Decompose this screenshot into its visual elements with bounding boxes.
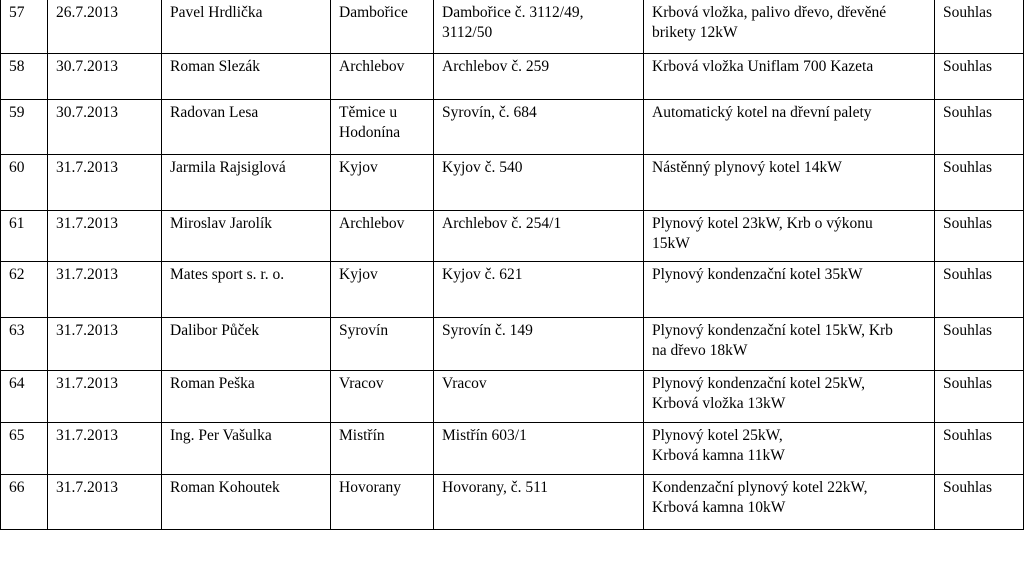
cell-applicant: Roman Peška: [162, 371, 331, 423]
cell-appliance: [644, 54, 935, 100]
cell-address-line: Kyjov č. 621: [442, 266, 523, 283]
cell-appliance: [644, 211, 935, 262]
cell-status: Souhlas: [935, 318, 1024, 371]
cell-appliance-line: Plynový kondenzační kotel 35kW: [652, 266, 863, 283]
cell-number: 57: [1, 0, 48, 54]
cell-number: 62: [1, 262, 48, 318]
table-row: [1, 0, 1024, 54]
cell-appliance-line: Plynový kondenzační kotel 15kW, Krb: [652, 322, 893, 339]
table-row: [1, 54, 1024, 100]
cell-applicant: Ing. Per Vašulka: [162, 423, 331, 475]
cell-address: [434, 318, 644, 371]
cell-appliance: [644, 423, 935, 475]
cell-municipality: [331, 475, 434, 530]
cell-municipality-line: Mistřín: [339, 427, 385, 444]
cell-appliance-line: Plynový kondenzační kotel 25kW,: [652, 375, 865, 392]
cell-status: Souhlas: [935, 262, 1024, 318]
cell-municipality-line: Syrovín: [339, 322, 389, 339]
cell-appliance-line: Krbová kamna 11kW: [652, 447, 785, 464]
cell-address-line: Syrovín č. 149: [442, 322, 533, 339]
cell-status: Souhlas: [935, 155, 1024, 211]
cell-date: 31.7.2013: [48, 262, 162, 318]
cell-address: [434, 475, 644, 530]
cell-number: 60: [1, 155, 48, 211]
cell-municipality-line: Dambořice: [339, 4, 408, 21]
cell-appliance: [644, 371, 935, 423]
cell-appliance-line: Plynový kotel 25kW,: [652, 427, 783, 444]
cell-applicant: Jarmila Rajsiglová: [162, 155, 331, 211]
cell-appliance-line: Plynový kotel 23kW, Krb o výkonu: [652, 215, 873, 232]
table-row: [1, 262, 1024, 318]
cell-municipality: [331, 155, 434, 211]
cell-appliance: [644, 0, 935, 54]
cell-appliance-line: 15kW: [652, 235, 690, 252]
cell-municipality: [331, 54, 434, 100]
cell-address-line: Kyjov č. 540: [442, 159, 523, 176]
cell-appliance-line: Nástěnný plynový kotel 14kW: [652, 159, 842, 176]
cell-appliance: [644, 100, 935, 155]
cell-applicant: Roman Kohoutek: [162, 475, 331, 530]
cell-address-line: Mistřín 603/1: [442, 427, 527, 444]
cell-date: 31.7.2013: [48, 475, 162, 530]
cell-date: 31.7.2013: [48, 155, 162, 211]
cell-municipality-line: Těmice u: [339, 104, 398, 121]
cell-address: [434, 211, 644, 262]
cell-address: [434, 262, 644, 318]
cell-appliance-line: Kondenzační plynový kotel 22kW,: [652, 479, 868, 496]
cell-number: 61: [1, 211, 48, 262]
cell-municipality-line: Hodonína: [339, 124, 401, 141]
cell-appliance-line: Krbová kamna 10kW: [652, 499, 786, 516]
cell-date: 31.7.2013: [48, 371, 162, 423]
cell-status: Souhlas: [935, 54, 1024, 100]
cell-address: [434, 54, 644, 100]
cell-municipality: [331, 0, 434, 54]
table-row: [1, 211, 1024, 262]
cell-status: Souhlas: [935, 211, 1024, 262]
table-row: [1, 318, 1024, 371]
cell-appliance-line: Krbová vložka Uniflam 700 Kazeta: [652, 58, 874, 75]
cell-applicant: Mates sport s. r. o.: [162, 262, 331, 318]
cell-municipality-line: Kyjov: [339, 266, 378, 283]
cell-address-line: 3112/50: [442, 24, 493, 41]
cell-address-line: Dambořice č. 3112/49,: [442, 4, 584, 21]
cell-appliance: [644, 318, 935, 371]
cell-address-line: Vracov: [442, 375, 487, 392]
cell-appliance-line: na dřevo 18kW: [652, 342, 748, 359]
cell-address-line: Hovorany, č. 511: [442, 479, 549, 496]
cell-number: 59: [1, 100, 48, 155]
cell-municipality-line: Kyjov: [339, 159, 378, 176]
cell-appliance-line: Krbová vložka, palivo dřevo, dřevěné: [652, 4, 887, 21]
cell-date: 31.7.2013: [48, 318, 162, 371]
records-table-body: [1, 0, 1024, 530]
cell-date: 31.7.2013: [48, 423, 162, 475]
cell-date: 26.7.2013: [48, 0, 162, 54]
cell-appliance: [644, 262, 935, 318]
cell-address-line: Syrovín, č. 684: [442, 104, 537, 121]
cell-appliance-line: Automatický kotel na dřevní palety: [652, 104, 872, 121]
cell-number: 58: [1, 54, 48, 100]
cell-status: Souhlas: [935, 371, 1024, 423]
cell-applicant: Pavel Hrdlička: [162, 0, 331, 54]
cell-status: Souhlas: [935, 0, 1024, 54]
table-row: [1, 371, 1024, 423]
cell-number: 65: [1, 423, 48, 475]
cell-address: [434, 155, 644, 211]
cell-address: [434, 0, 644, 54]
cell-status: Souhlas: [935, 100, 1024, 155]
cell-appliance-line: brikety 12kW: [652, 24, 738, 41]
cell-municipality: [331, 318, 434, 371]
cell-municipality-line: Archlebov: [339, 58, 405, 75]
cell-municipality-line: Hovorany: [339, 479, 401, 496]
cell-address-line: Archlebov č. 254/1: [442, 215, 562, 232]
cell-address: [434, 100, 644, 155]
cell-municipality: [331, 262, 434, 318]
cell-date: 31.7.2013: [48, 211, 162, 262]
cell-appliance: [644, 155, 935, 211]
cell-applicant: Miroslav Jarolík: [162, 211, 331, 262]
cell-date: 30.7.2013: [48, 100, 162, 155]
table-row: [1, 423, 1024, 475]
cell-status: Souhlas: [935, 423, 1024, 475]
cell-appliance-line: Krbová vložka 13kW: [652, 395, 786, 412]
cell-municipality: [331, 371, 434, 423]
table-row: [1, 155, 1024, 211]
cell-applicant: Radovan Lesa: [162, 100, 331, 155]
cell-applicant: Roman Slezák: [162, 54, 331, 100]
cell-address: [434, 423, 644, 475]
cell-address-line: Archlebov č. 259: [442, 58, 550, 75]
cell-appliance: [644, 475, 935, 530]
cell-municipality: [331, 100, 434, 155]
cell-address: [434, 371, 644, 423]
table-row: [1, 475, 1024, 530]
cell-number: 63: [1, 318, 48, 371]
cell-municipality: [331, 211, 434, 262]
cell-date: 30.7.2013: [48, 54, 162, 100]
cell-number: 64: [1, 371, 48, 423]
cell-municipality-line: Archlebov: [339, 215, 405, 232]
table-row: [1, 100, 1024, 155]
cell-number: 66: [1, 475, 48, 530]
cell-applicant: Dalibor Půček: [162, 318, 331, 371]
cell-municipality: [331, 423, 434, 475]
cell-municipality-line: Vracov: [339, 375, 384, 392]
cell-status: Souhlas: [935, 475, 1024, 530]
